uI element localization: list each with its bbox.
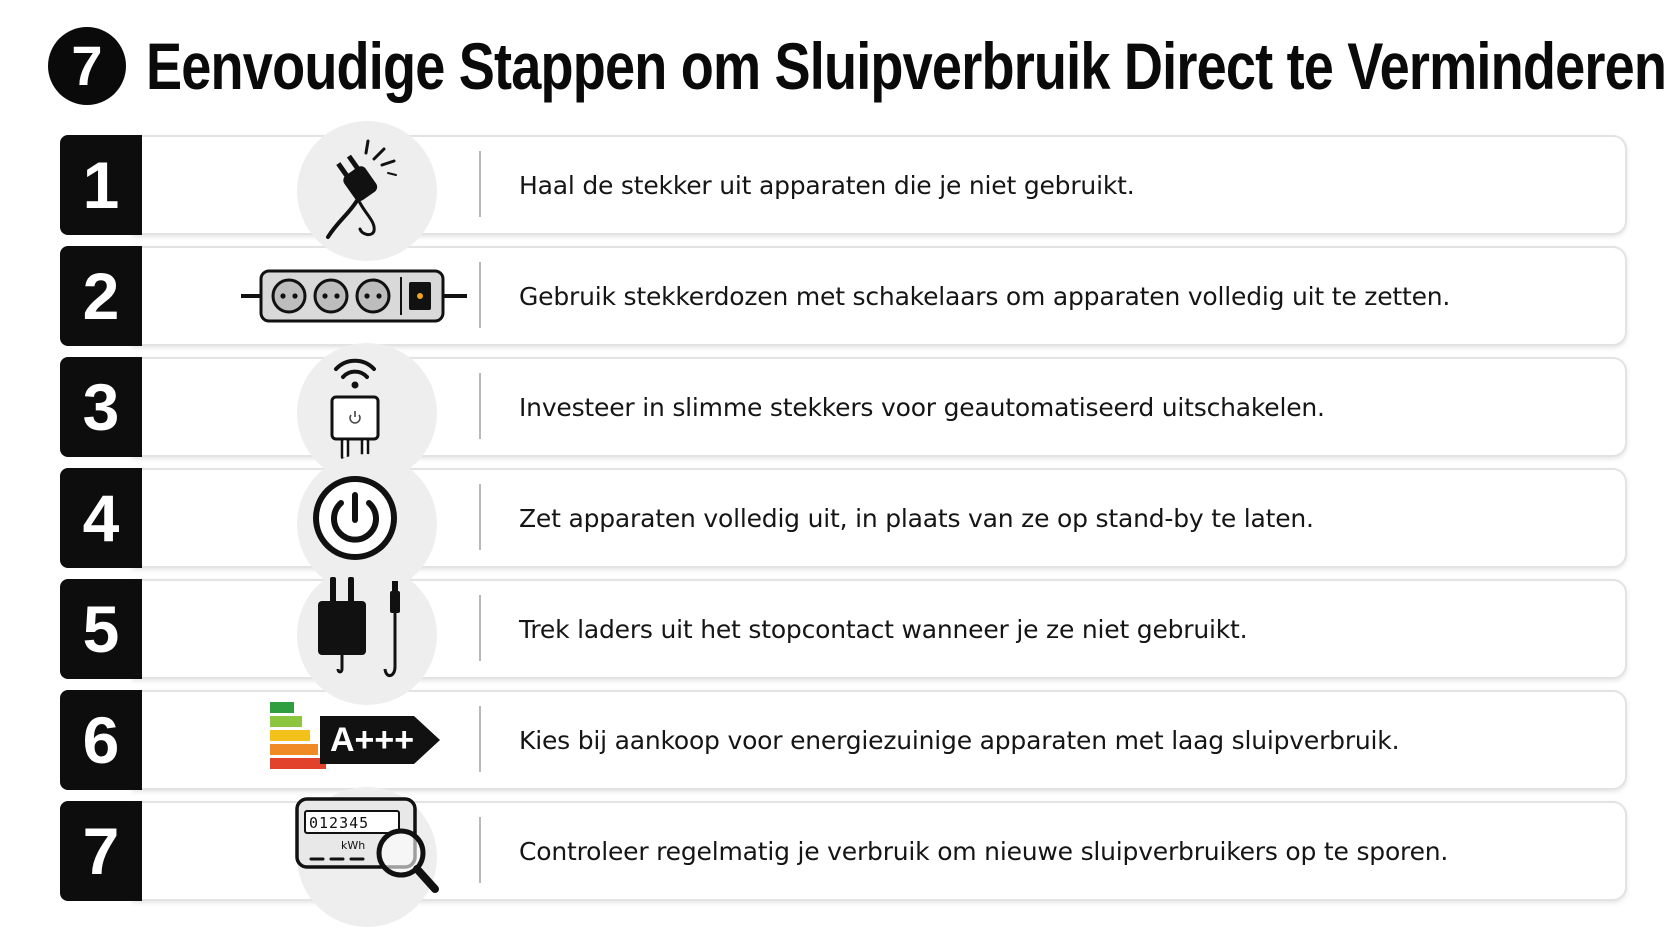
step-number: 6 bbox=[60, 690, 142, 790]
meter-digits: 012345 bbox=[309, 814, 370, 832]
divider bbox=[479, 151, 481, 217]
power-button-icon bbox=[305, 468, 405, 568]
power-strip-icon bbox=[239, 261, 471, 331]
unplug-icon bbox=[290, 125, 420, 245]
divider bbox=[479, 262, 481, 328]
charger-icon bbox=[290, 569, 420, 689]
step-number: 5 bbox=[60, 579, 142, 679]
energy-label-icon bbox=[260, 698, 450, 782]
step-row bbox=[60, 690, 1627, 790]
divider bbox=[479, 706, 481, 772]
step-text: Investeer in slimme stekkers voor geautomatiseerd uitschakelen. bbox=[519, 392, 1325, 422]
step-text: Trek laders uit het stopcontact wanneer je ze niet gebruikt. bbox=[519, 614, 1248, 644]
energy-meter-icon bbox=[265, 789, 445, 913]
title-number-badge: 7 bbox=[48, 27, 126, 105]
page-title: Eenvoudige Stappen om Sluipverbruik Direct te Verminderen bbox=[146, 29, 1667, 103]
step-row bbox=[60, 246, 1627, 346]
step-row bbox=[60, 357, 1627, 457]
energy-label-text: A+++ bbox=[330, 721, 415, 759]
step-text: Gebruik stekkerdozen met schakelaars om apparaten volledig uit te zetten. bbox=[519, 281, 1451, 311]
meter-unit: kWh bbox=[341, 839, 366, 852]
step-row bbox=[60, 579, 1627, 679]
step-number: 4 bbox=[60, 468, 142, 568]
step-text: Haal de stekker uit apparaten die je niet gebruikt. bbox=[519, 170, 1135, 200]
step-row bbox=[60, 135, 1627, 235]
step-row bbox=[60, 468, 1627, 568]
step-number: 1 bbox=[60, 135, 142, 235]
header bbox=[48, 26, 1672, 106]
divider bbox=[479, 373, 481, 439]
step-number: 7 bbox=[60, 801, 142, 901]
step-text: Zet apparaten volledig uit, in plaats van ze op stand-by te laten. bbox=[519, 503, 1314, 533]
divider bbox=[479, 595, 481, 661]
step-number: 2 bbox=[60, 246, 142, 346]
steps-list bbox=[60, 135, 1627, 912]
step-text: Controleer regelmatig je verbruik om nieuwe sluipverbruikers op te sporen. bbox=[519, 836, 1449, 866]
step-number: 3 bbox=[60, 357, 142, 457]
smart-plug-icon bbox=[310, 347, 400, 467]
step-row bbox=[60, 801, 1627, 901]
divider bbox=[479, 817, 481, 883]
divider bbox=[479, 484, 481, 550]
step-text: Kies bij aankoop voor energiezuinige apparaten met laag sluipverbruik. bbox=[519, 725, 1400, 755]
